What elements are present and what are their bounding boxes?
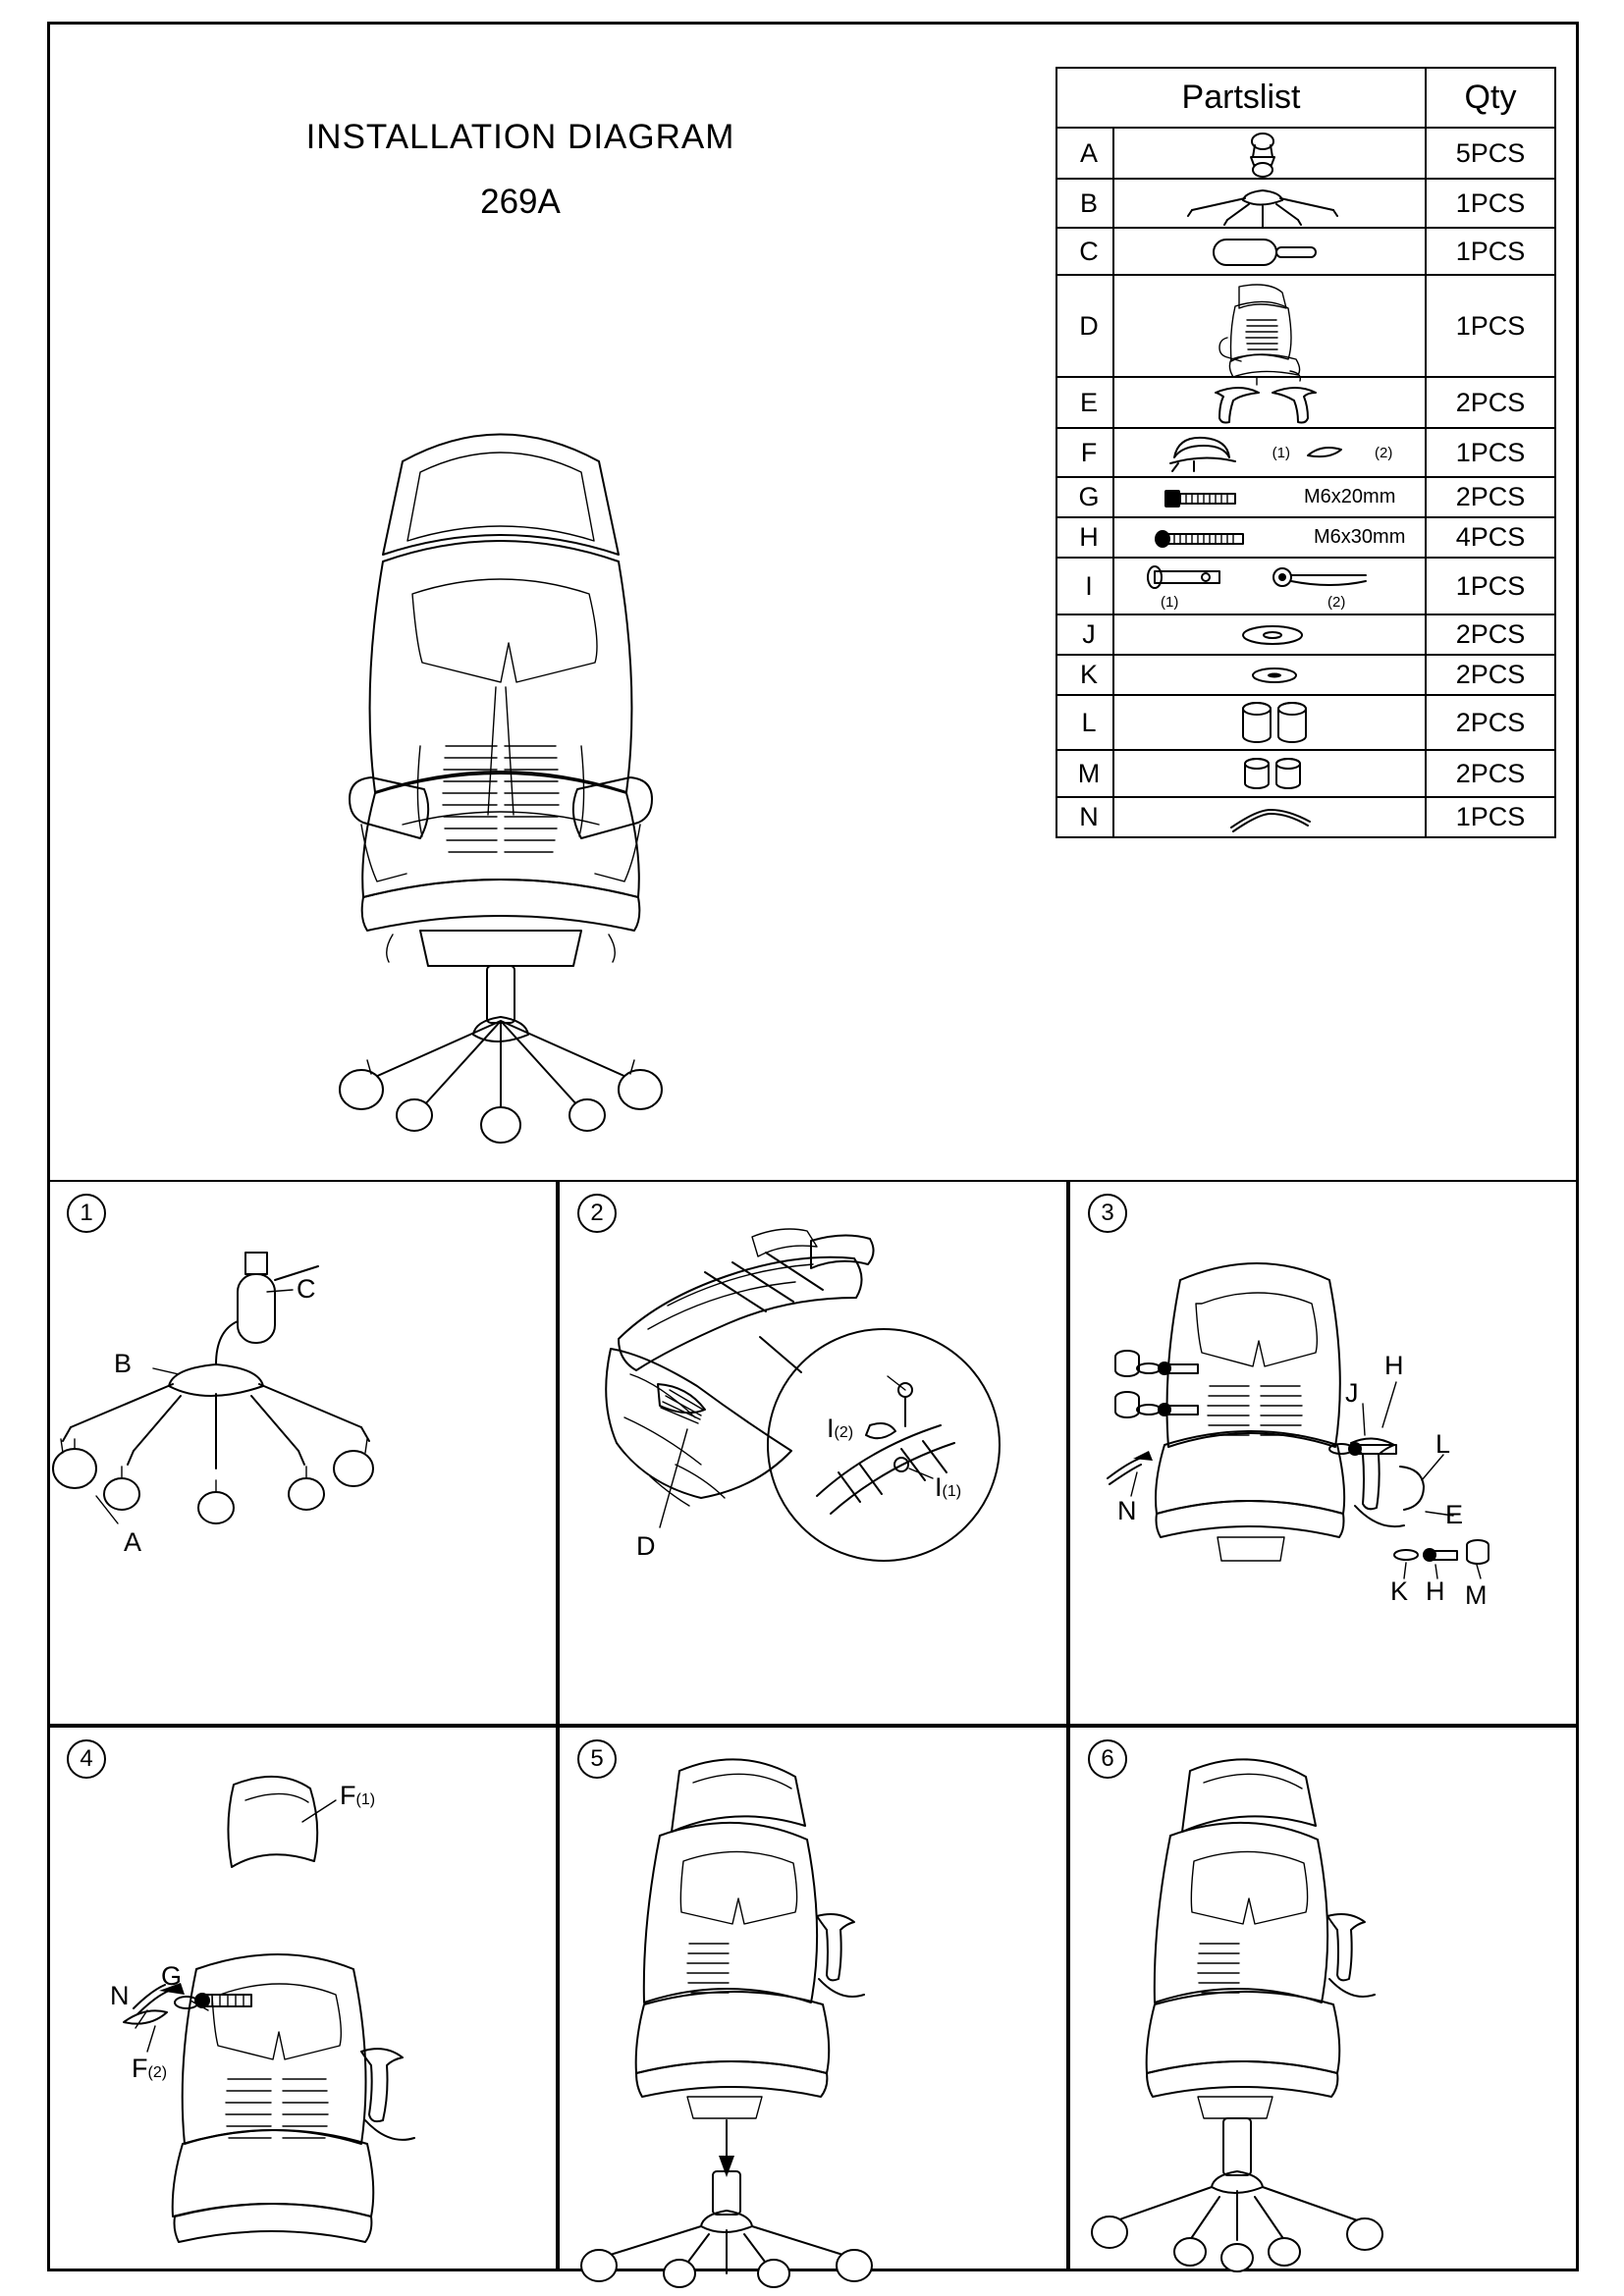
step-2-panel <box>558 1180 1068 1726</box>
step4-label-F2-letter: F <box>132 2054 148 2083</box>
spacer-sleeve-pair-icon <box>1113 695 1426 750</box>
gas-lift-cylinder-icon <box>1113 228 1426 275</box>
armrest-pair-icon <box>1113 377 1426 428</box>
part-letter: I <box>1056 558 1113 614</box>
parts-list-table <box>1056 67 1556 838</box>
table-header-row <box>1056 68 1555 128</box>
part-letter: L <box>1056 695 1113 750</box>
step1-label-C: C <box>297 1274 316 1304</box>
step3-label-J: J <box>1345 1378 1359 1408</box>
step4-label-G: G <box>161 1961 183 1991</box>
part-qty: 2PCS <box>1426 614 1555 655</box>
small-washer-icon <box>1113 655 1426 695</box>
step4-label-F2 <box>132 2054 167 2084</box>
part-letter: C <box>1056 228 1113 275</box>
step1-label-B: B <box>114 1349 133 1378</box>
table-row <box>1056 558 1555 614</box>
part-letter: K <box>1056 655 1113 695</box>
part-letter: F <box>1056 428 1113 477</box>
part-qty: 1PCS <box>1426 228 1555 275</box>
part-qty: 1PCS <box>1426 275 1555 377</box>
step-1-panel <box>47 1180 558 1726</box>
step-6-panel <box>1068 1726 1579 2271</box>
step4-label-F1 <box>340 1781 375 1811</box>
table-row <box>1056 614 1555 655</box>
table-row <box>1056 228 1555 275</box>
step-number: 4 <box>67 1739 106 1779</box>
title-block <box>245 118 795 222</box>
part-letter: M <box>1056 750 1113 797</box>
assembly-steps-grid <box>47 1180 1579 2271</box>
chair-body-icon <box>1113 275 1426 377</box>
caster-wheel-icon <box>1113 128 1426 179</box>
step-number: 3 <box>1088 1194 1127 1233</box>
part-letter: E <box>1056 377 1113 428</box>
table-row <box>1056 750 1555 797</box>
step4-label-F2-sub: (2) <box>147 2064 168 2081</box>
table-row <box>1056 377 1555 428</box>
qty-header: Qty <box>1426 68 1555 128</box>
svg-text:(1): (1) <box>1161 594 1179 611</box>
step3-label-L: L <box>1435 1429 1451 1459</box>
step3-label-K: K <box>1390 1576 1409 1606</box>
step3-label-N: N <box>1117 1496 1137 1525</box>
table-row <box>1056 179 1555 228</box>
part-letter: N <box>1056 797 1113 837</box>
step1-label-A: A <box>124 1527 142 1557</box>
step4-label-N: N <box>110 1981 130 2010</box>
step3-label-E: E <box>1445 1500 1464 1529</box>
table-row <box>1056 428 1555 477</box>
page-title: INSTALLATION DIAGRAM <box>305 118 735 156</box>
step-number: 1 <box>67 1194 106 1233</box>
table-row <box>1056 128 1555 179</box>
part-qty: 1PCS <box>1426 428 1555 477</box>
part-qty: 2PCS <box>1426 750 1555 797</box>
headrest-icon <box>1113 428 1426 477</box>
step-number: 2 <box>577 1194 617 1233</box>
step2-label-I1-letter: I <box>935 1472 943 1502</box>
table-row <box>1056 275 1555 377</box>
bolt-long-icon <box>1113 517 1426 558</box>
bolt-long-spec: M6x30mm <box>1314 526 1406 548</box>
part-qty: 2PCS <box>1426 477 1555 517</box>
table-row <box>1056 797 1555 837</box>
hero-chair-illustration <box>255 334 746 1119</box>
table-row <box>1056 655 1555 695</box>
pin-and-clip-icon <box>1113 558 1426 614</box>
part-letter: G <box>1056 477 1113 517</box>
step4-label-F1-letter: F <box>340 1781 356 1810</box>
part-qty: 2PCS <box>1426 695 1555 750</box>
large-washer-icon <box>1113 614 1426 655</box>
step2-label-I2-sub: (2) <box>834 1424 854 1441</box>
svg-text:(2): (2) <box>1327 594 1346 611</box>
step2-label-I2-letter: I <box>827 1414 835 1443</box>
step-5-panel <box>558 1726 1068 2271</box>
table-row <box>1056 477 1555 517</box>
step3-label-H-top: H <box>1384 1351 1404 1380</box>
part-letter: B <box>1056 179 1113 228</box>
step3-label-M: M <box>1465 1580 1488 1610</box>
bolt-spec: M6x20mm <box>1304 486 1396 507</box>
part-letter: A <box>1056 128 1113 179</box>
part-qty: 1PCS <box>1426 179 1555 228</box>
step-number: 6 <box>1088 1739 1127 1779</box>
step-4-panel <box>47 1726 558 2271</box>
part-letter: J <box>1056 614 1113 655</box>
part-qty: 1PCS <box>1426 797 1555 837</box>
part-qty: 1PCS <box>1426 558 1555 614</box>
cap-cover-pair-icon <box>1113 750 1426 797</box>
step-3-panel <box>1068 1180 1579 1726</box>
step2-label-I1-sub: (1) <box>942 1483 962 1500</box>
part-qty: 4PCS <box>1426 517 1555 558</box>
table-row <box>1056 695 1555 750</box>
step2-label-I1 <box>935 1472 961 1503</box>
parts-header: Partslist <box>1056 68 1426 128</box>
bolt-icon <box>1113 477 1426 517</box>
five-star-base-icon <box>1113 179 1426 228</box>
step2-label-I2 <box>827 1414 853 1444</box>
part-qty: 2PCS <box>1426 377 1555 428</box>
step3-label-H-bottom: H <box>1426 1576 1445 1606</box>
step-number: 5 <box>577 1739 617 1779</box>
step2-label-D: D <box>636 1531 656 1561</box>
headrest-part-1-label: (1) <box>1272 444 1290 461</box>
part-qty: 2PCS <box>1426 655 1555 695</box>
allen-key-icon <box>1113 797 1426 837</box>
part-letter: H <box>1056 517 1113 558</box>
step4-label-F1-sub: (1) <box>355 1791 376 1808</box>
table-row <box>1056 517 1555 558</box>
part-letter: D <box>1056 275 1113 377</box>
part-qty: 5PCS <box>1426 128 1555 179</box>
headrest-part-2-label: (2) <box>1375 444 1393 461</box>
model-number: 269A <box>480 183 561 221</box>
